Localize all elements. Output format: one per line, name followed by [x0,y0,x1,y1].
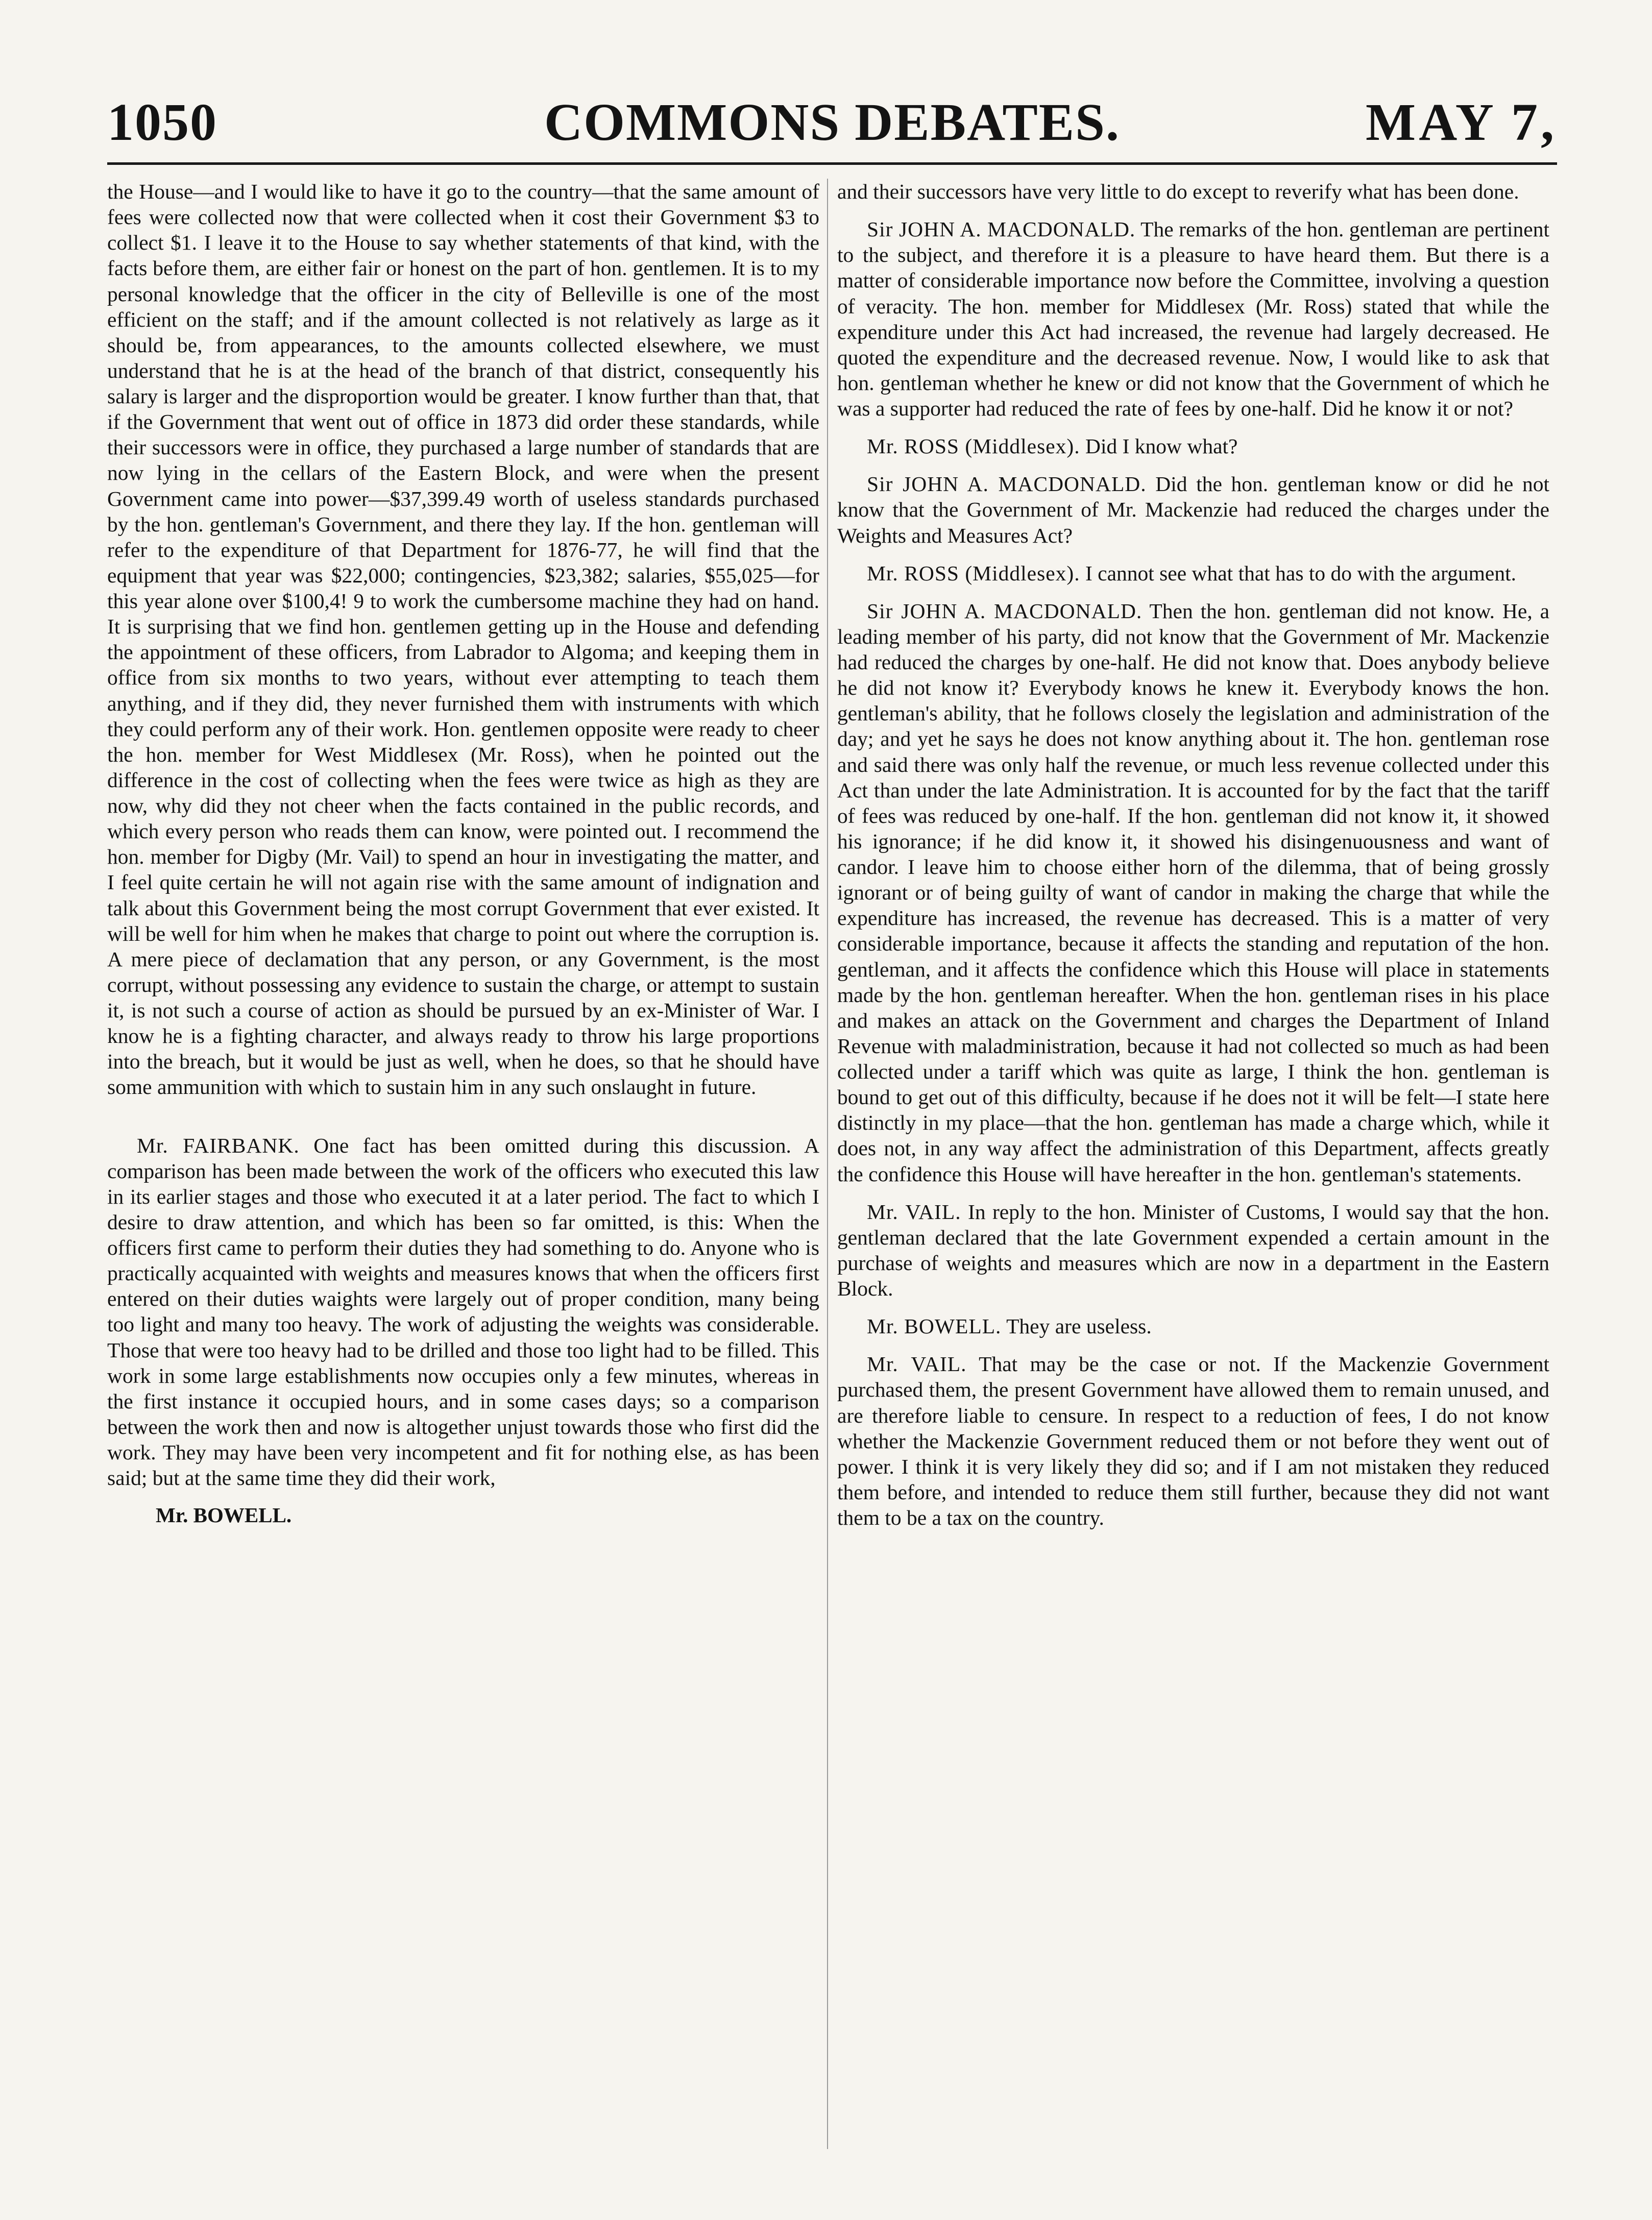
spacer [107,1112,819,1133]
speech-text: Then the hon. gentleman did not know. He, a leading member of his party, did not know that the Government of Mr. Mackenzie had reduced the charges by one-half. He did not know that. Does anybody believe he did not know it? Everybody knows he knew it. Everybody knows the hon. gentleman's ability, that he follows closely the legislation and administration of the day; and yet he says he does not know anything about it. The hon. gentleman rose and said there was only half the revenue, or much less revenue collected under this Act than under the late Administration. It is accounted for by the fact that the tariff of fees was reduced by one-half. If the hon. gentleman did not know it, it showed his ignorance; if he did know it, it showed his disingenuousness and want of candor. I leave him to choose either horn of the dilemma, that of being grossly ignorant or of being guilty of want of candor in making the charge that while the expenditure has increased, the revenue has decreased. This is a matter of very considerable importance, because it affects the standing and reputation of the hon. gentleman, and it affects the confidence which this House will place in statements made by the hon. gentleman hereafter. When the hon. gentleman rises in his place and makes an attack on the Government and charges the Department of Inland Revenue with maladministration, because it had not collected so much as had been collected under a tariff which was quite as large, I think the hon. gentleman is bound to get out of this difficulty, because if he does not it will be felt—I state here distinctly in my place—that the hon. gentleman has made a charge which, while it does not, in any way affect the administration of this Department, affects greatly the confidence this House will have hereafter in the hon. gentleman's statements. [837,599,1549,1186]
speech-fairbank [107,1133,819,1491]
continuation-paragraph: and their successors have very little to do except to reverify what has been done. [837,180,1519,203]
header-rule [107,162,1557,165]
speech-text: Did the hon. gentleman know or did he not know that the Government of Mr. Mackenzie had reduced the charges under the Weights and Measures Act? [837,472,1549,547]
page-header [107,87,1557,158]
speech-vail-1 [837,1199,1549,1302]
right-column [837,179,1549,2159]
speaker-name: Mr. VAIL. [867,1200,961,1224]
speech-bowell [837,1313,1549,1339]
page-number: 1050 [107,93,217,152]
speech-ross-2 [837,560,1549,586]
speech-text: Did I know what? [1085,434,1238,458]
speech-macdonald-2 [837,471,1549,548]
speech-text: They are useless. [1006,1314,1152,1338]
speaker-name: Sir JOHN A. MACDONALD. [867,472,1147,496]
speech-text: I cannot see what that has to do with the argument. [1085,561,1516,585]
speech-macdonald-3 [837,598,1549,1187]
speech-macdonald-1 [837,216,1549,421]
speech-text: The remarks of the hon. gentleman are pertinent to the subject, and therefore it is a pleasure to have heard them. But there is a matter of considerable importance now before the Committee, involving a question of veracity. The hon. member for Middlesex (Mr. Ross) stated that while the expenditure under this Act had increased, the revenue had largely decreased. He quoted the expenditure and the decreased revenue. Now, I would like to ask that hon. gentleman whether he knew or did not know that the Government of which he was a supporter had reduced the rate of fees by one-half. Did he know it or not? [837,217,1549,420]
speech-text: That may be the case or not. If the Mackenzie Government purchased them, the present Government have allowed them to remain unused, and are therefore liable to censure. In respect to a reduction of fees, I do not know whether the Mackenzie Government reduced them or not before they went out of power. I think it is very likely they did so; and if I am not mistaken they reduced them before, and intended to reduce them still further, because they did not want them to be a tax on the country. [837,1352,1549,1529]
speaker-name: Mr. ROSS (Middlesex). [867,561,1080,585]
speaker-name: Mr. VAIL. [867,1352,967,1376]
continuation-paragraph: the House—and I would like to have it go to the country—that the same amount of fees were collected now that were collected when it cost their Government $3 to collect $1. I leave it to the House to say whether statements of that kind, with the facts before them, are either fair or honest on the part of hon. gentlemen. It is to my personal knowledge that the officer in the city of Belleville is one of the most efficient on the staff; and if the amount collected is not relatively as large as it should be, from appearances, to the amounts collected elsewhere, we must understand that he is at the head of the branch of that district, consequently his salary is larger and the disproportion would be greater. I know further than that, that if the Government that went out of office in 1873 did order these standards, while their successors were in office, they purchased a large number of standards that are now lying in the cellars of the Eastern Block, and were when the present Government came into power—$37,399.49 worth of useless standards purchased by the hon. gentleman's Government, and there they lay. If the hon. gentleman will refer to the expenditure of that Department for 1876-77, he will find that the equipment that year was $22,000; contingencies, $23,382; salaries, $55,025—for this year alone over $100,4! 9 to work the cumbersome machine they had on hand. It is surprising that we find hon. gentlemen getting up in the House and defending the appointment of these officers, from Labrador to Algoma; and keeping them in office from six months to two years, without ever attempting to teach them anything, and if they did, they never furnished them with instruments with which they could perform any of their work. Hon. gentlemen opposite were ready to cheer the hon. member for West Middlesex (Mr. Ross), when he pointed out the difference in the cost of collecting when the fees were twice as high as they are now, why did they not cheer when the facts contained in the public records, and which every person who reads them can know, were pointed out. I recommend the hon. member for Digby (Mr. Vail) to spend an hour in investigating the matter, and I feel quite certain he will not again rise with the same amount of indignation and talk about this Government being the most corrupt Government that ever existed. It will be well for him when he makes that charge to point out where the corruption is. A mere piece of declamation that any person, or any Government, is the most corrupt, without possessing any evidence to sustain the charge, or attempt to sustain it, is not such a course of action as should be pursued by an ex-Minister of War. I know he is a fighting character, and always ready to throw his large proportions into the breach, but it would be just as well, when he does, so that he should have some ammunition with which to sustain him in any such onslaught in future. [107,180,819,1099]
speaker-name: Sir JOHN A. MACDONALD. [867,599,1143,623]
speech-text: In reply to the hon. Minister of Customs, I would say that the hon. gentleman declared that the late Government expended a certain amount in the purchase of weights and measures which are now in a department in the Eastern Block. [837,1200,1549,1300]
speech-ross-1 [837,433,1549,459]
speaker-name: Mr. ROSS (Middlesex). [867,434,1080,458]
publication-title: COMMONS DEBATES. [544,93,1120,152]
speech-vail-2 [837,1351,1549,1530]
page-date: MAY 7, [1366,93,1557,152]
column-divider [827,179,828,2149]
speech-text: One fact has been omitted during this discussion. A comparison has been made between the work of the officers who executed this law in its earlier stages and those who executed it at a later period. The fact to which I desire to draw attention, and which has been so far omitted, is this: When the officers first came to perform their duties they had something to do. Anyone who is practically acquainted with weights and measures knows that when the officers first entered on their duties waights were largely out of proper condition, many being too light and many too heavy. The work of adjusting the weights was considerable. Those that were too heavy had to be drilled and those too light had to be filled. This work in some large establishments now occupies only a few minutes, whereas in the first instance it occupied hours, and in some cases days; so a comparison between the work then and now is altogether unjust towards those who first did the work. They may have been very incompetent and fit for nothing else, as has been said; but at the same time they did their work, [107,1133,819,1490]
speaker-name: Mr. FAIRBANK. [137,1133,300,1157]
speaker-name: Mr. BOWELL. [867,1314,1002,1338]
speaker-name: Sir JOHN A. MACDONALD. [867,217,1136,241]
left-column [107,179,819,2159]
footer-signature: Mr. BOWELL. [156,1503,292,1527]
